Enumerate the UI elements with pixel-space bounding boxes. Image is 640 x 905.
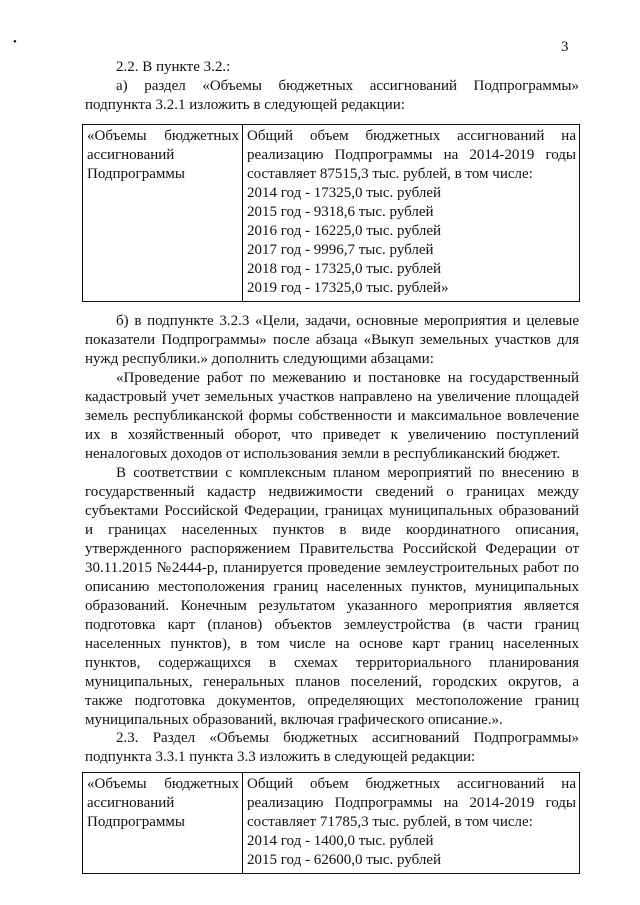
budget-table-3-3-1 (82, 772, 580, 874)
budget-label-cell: «Объемы бюджетных ассигнований Подпрограммы (83, 773, 243, 874)
page-number: 3 (561, 39, 569, 55)
budget-total-text: Общий объем бюджетных ассигнований на реализацию Подпрограммы на 2014-2019 годы составляет 87515,3 тыс. рублей, в том числе: (247, 128, 576, 182)
section-2-2-b (85, 312, 579, 730)
section-2-3 (85, 729, 579, 767)
budget-table-3-2-1 (82, 124, 580, 302)
section-2-2-intro (85, 58, 579, 115)
table-row (83, 773, 580, 874)
budget-label-cell: «Объемы бюджетных ассигнований Подпрограммы (83, 125, 243, 302)
paragraph-land-survey: «Проведение работ по межеванию и постановке на государственный кадастровый учет земельных участков направлено на увеличение площадей земель республиканской формы собственности и максимальное вовлечение их в хозяйственный оборот, что приведет к увеличению поступлений неналоговых доходов от использования земли в республиканский бюджет. (85, 370, 579, 462)
item-2-2-b-text: б) в подпункте 3.2.3 «Цели, задачи, основные мероприятия и целевые показатели Подпрограммы» после абзаца «Выкуп земельных участков для нужд республики.» дополнить следующими абзацами: (85, 313, 579, 367)
budget-year-2017: 2017 год - 9996,7 тыс. рублей (247, 242, 434, 258)
scan-mark: • (13, 36, 17, 48)
budget-year-2019: 2019 год - 17325,0 тыс. рублей» (247, 280, 449, 296)
budget-year-2016: 2016 год - 16225,0 тыс. рублей (247, 223, 442, 239)
table-row (83, 125, 580, 302)
budget-value-cell (243, 773, 580, 874)
budget-value-cell (243, 125, 580, 302)
budget-year-2014: 2014 год - 17325,0 тыс. рублей (247, 185, 442, 201)
budget-year-2015: 2015 год - 9318,6 тыс. рублей (247, 204, 434, 220)
item-2-2-a-text: а) раздел «Объемы бюджетных ассигнований Подпрограммы» подпункта 3.2.1 изложить в следующей редакции: (85, 78, 579, 113)
budget-year-2018: 2018 год - 17325,0 тыс. рублей (247, 261, 442, 277)
item-2-2-heading: 2.2. В пункте 3.2.: (116, 59, 231, 75)
budget-total-text: Общий объем бюджетных ассигнований на реализацию Подпрограммы на 2014-2019 годы составляет 71785,3 тыс. рублей, в том числе: (247, 776, 576, 830)
item-2-3-text: 2.3. Раздел «Объемы бюджетных ассигнований Подпрограммы» подпункта 3.3.1 пункта 3.3 изложить в следующей редакции: (85, 730, 579, 765)
paragraph-comprehensive-plan: В соответствии с комплексным планом мероприятий по внесению в государственный кадастр недвижимости сведений о границах между субъектами Российской Федерации, границах муниципальных образований и границах населенных пунктов в виде координатного описания, утвержденного распоряжением Правительства Российской Федерации от 30.11.2015 №2444-р, планируется проведение землеустроительных работ по описанию местоположения границ населенных пунктов, муниципальных образований. Конечным результатом указанного мероприятия является подготовка карт (планов) объектов землеустройства (в части границ населенных пунктов), в том числе на основе карт границ населенных пунктов, содержащихся в схемах территориального планирования муниципальных, генеральных планов поселений, городских округов, а также подготовка документов, определяющих местоположение границ муниципальных образований, включая графического описание.». (85, 465, 579, 728)
budget-year-2015: 2015 год - 62600,0 тыс. рублей (247, 852, 442, 868)
budget-year-2014: 2014 год - 1400,0 тыс. рублей (247, 833, 434, 849)
